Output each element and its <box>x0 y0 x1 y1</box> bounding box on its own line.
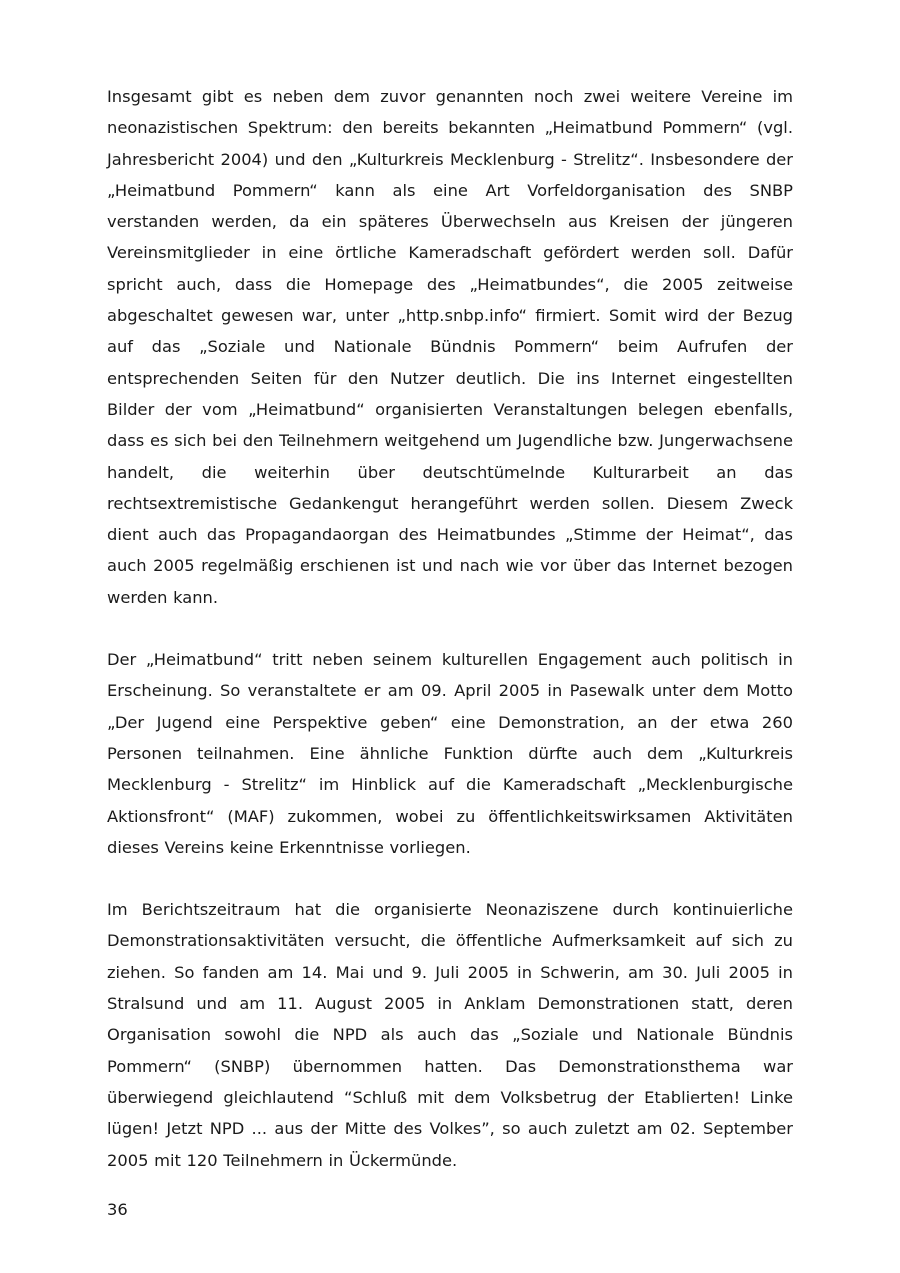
page-number: 36 <box>107 1200 128 1219</box>
paragraph-heimatbund-politik: Der „Heimatbund“ tritt neben seinem kulturellen Engagement auch politisch in Erscheinung. So veranstaltete er am 09. April 2005 in Pasewalk unter dem Motto „Der Jugend eine Perspektive geben“ eine Demonstration, an der etwa 260 Personen teilnahmen. Eine ähnliche Funktion dürfte auch dem „Kulturkreis Mecklenburg - Strelitz“ im Hinblick auf die Kameradschaft „Mecklenburgische Aktionsfront“ (MAF) zukommen, wobei zu öffentlichkeitswirksamen Aktivitäten dieses Vereins keine Erkenntnisse vorliegen. <box>107 650 793 857</box>
paragraph-heimatbund-vereine: Insgesamt gibt es neben dem zuvor genannten noch zwei weitere Vereine im neonazistischen Spektrum: den bereits bekannten „Heimatbund Pommern“ (vgl. Jahresbericht 2004) und den „Kulturkreis Mecklenburg - Strelitz“. Insbesondere der „Heimatbund Pommern“ kann als eine Art Vorfeldorganisation des SNBP verstanden werden, da ein späteres Überwechseln aus Kreisen der jüngeren Vereinsmitglieder in eine örtliche Kameradschaft gefördert werden soll. Dafür spricht auch, dass die Homepage des „Heimatbundes“, die 2005 zeitweise abgeschaltet gewesen war, unter „http.snbp.info“ firmiert. Somit wird der Bezug auf das „Soziale und Nationale Bündnis Pommern“ beim Aufrufen der entsprechenden Seiten für den Nutzer deutlich. Die ins Internet eingestellten Bilder der vom „Heimatbund“ organisierten Veranstaltungen belegen ebenfalls, dass es sich bei den Teilnehmern weitgehend um Jugendliche bzw. Jungerwachsene handelt, die weiterhin über deutschtümelnde Kulturarbeit an das rechtsextremistische Gedankengut herangeführt werden sollen. Diesem Zweck dient auch das Propagandaorgan des Heimatbundes „Stimme der Heimat“, das auch 2005 regelmäßig erschienen ist und nach wie vor über das Internet bezogen werden kann. <box>107 87 793 607</box>
paragraph-demonstrationen: Im Berichtszeitraum hat die organisierte Neonaziszene durch kontinuierliche Demonstrationsaktivitäten versucht, die öffentliche Aufmerksamkeit auf sich zu ziehen. So fanden am 14. Mai und 9. Juli 2005 in Schwerin, am 30. Juli 2005 in Stralsund und am 11. August 2005 in Anklam Demonstrationen statt, deren Organisation sowohl die NPD als auch das „Soziale und Nationale Bündnis Pommern“ (SNBP) übernommen hatten. Das Demonstrationsthema war überwiegend gleichlautend “Schluß mit dem Volksbetrug der Etablierten! Linke lügen! Jetzt NPD ... aus der Mitte des Volkes”, so auch zuletzt am 02. September 2005 mit 120 Teilnehmern in Ückermünde. <box>107 900 793 1170</box>
document-body <box>107 81 793 1176</box>
